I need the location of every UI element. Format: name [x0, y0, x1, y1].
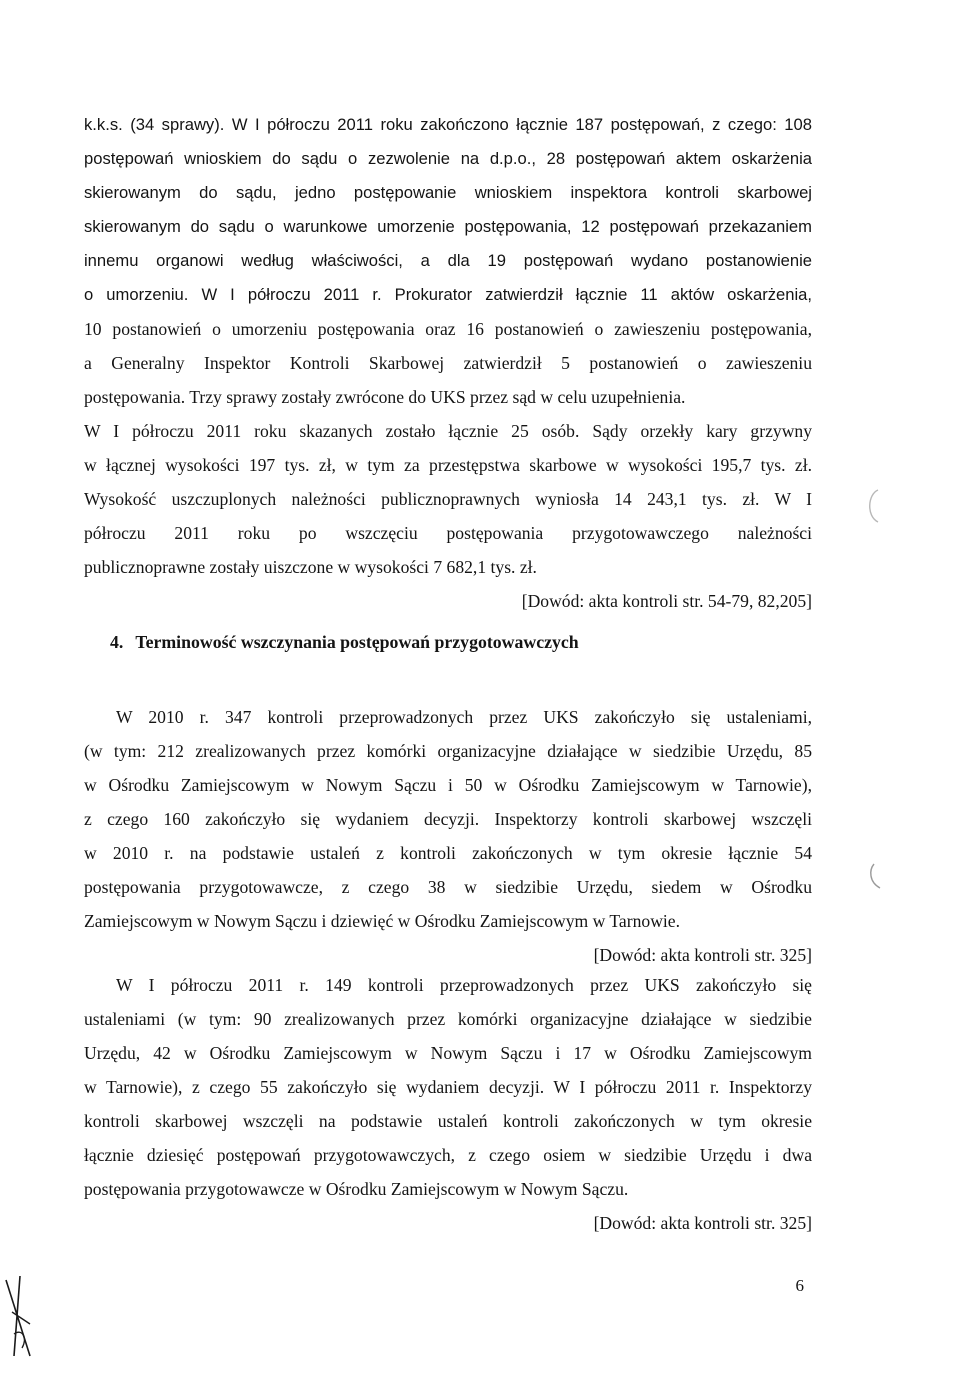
text-line: (w tym: 212 zrealizowanych przez komórki organizacyjne działające w siedzibie Urzędu, 85 — [84, 741, 812, 761]
text-line: W I półroczu 2011 r. 149 kontroli przeprowadzonych przez UKS zakończyło się — [116, 975, 812, 995]
paragraph-3 — [84, 968, 812, 1240]
text-line: W I półroczu 2011 roku skazanych zostało łącznie 25 osób. Sądy orzekły kary grzywny — [84, 421, 812, 441]
margin-bracket-mark — [866, 862, 884, 892]
text-line: Zamiejscowym w Nowym Sączu i dziewięć w Ośrodku Zamiejscowym w Tarnowie. — [84, 911, 680, 931]
text-line: publicznoprawne zostały uiszczone w wysokości 7 682,1 tys. zł. — [84, 557, 537, 577]
text-line: Urzędu, 42 w Ośrodku Zamiejscowym w Nowym Sączu i 17 w Ośrodku Zamiejscowym — [84, 1043, 812, 1063]
text-line: a Generalny Inspektor Kontroli Skarbowej zatwierdził 5 postanowień o zawieszeniu — [84, 353, 812, 373]
page-number: 6 — [795, 1276, 804, 1295]
text-line: Wysokość uszczuplonych należności publicznoprawnych wyniosła 14 243,1 tys. zł. W I — [84, 489, 812, 509]
text-line: ustaleniami (w tym: 90 zrealizowanych przez komórki organizacyjne działające w siedzibie — [84, 1009, 812, 1029]
evidence-note: [Dowód: akta kontroli str. 325] — [593, 1213, 812, 1233]
text-line: w łącznej wysokości 197 tys. zł, w tym za przestępstwa skarbowe w wysokości 195,7 tys. zł. — [84, 455, 812, 475]
text-line: z czego 160 zakończyło się wydaniem decyzji. Inspektorzy kontroli skarbowej wszczęli — [84, 809, 812, 829]
text-line: kontroli skarbowej wszczęli na podstawie ustaleń kontroli zakończonych w tym okresie — [84, 1111, 812, 1131]
text-line: w Ośrodku Zamiejscowym w Nowym Sączu i 50 w Ośrodku Zamiejscowym w Tarnowie), — [84, 775, 812, 795]
evidence-note: [Dowód: akta kontroli str. 54-79, 82,205] — [521, 591, 812, 611]
text-line: w Tarnowie), z czego 55 zakończyło się wydaniem decyzji. W I półroczu 2011 r. Inspektorzy — [84, 1077, 812, 1097]
text-line: postępowań wnioskiem do sądu o zezwolenie na d.p.o., 28 postępowań aktem oskarżenia — [84, 149, 812, 168]
text-line: o umorzeniu. W I półroczu 2011 r. Prokurator zatwierdził łącznie 11 aktów oskarżenia, — [84, 285, 812, 304]
section-heading — [110, 632, 579, 653]
text-line: w 2010 r. na podstawie ustaleń z kontroli zakończonych w tym okresie łącznie 54 — [84, 843, 812, 863]
text-line: postępowania przygotowawcze w Ośrodku Zamiejscowym w Nowym Sączu. — [84, 1179, 629, 1199]
text-line: W 2010 r. 347 kontroli przeprowadzonych przez UKS zakończyło się ustaleniami, — [116, 707, 812, 727]
text-line: półroczu 2011 roku po wszczęciu postępowania przygotowawczego należności — [84, 523, 812, 543]
section-title: Terminowość wszczynania postępowań przygotowawczych — [135, 632, 579, 652]
signature-mark — [0, 1272, 40, 1360]
text-line: postępowania przygotowawcze, z czego 38 w siedzibie Urzędu, siedem w Ośrodku — [84, 877, 812, 897]
margin-bracket-mark — [862, 486, 884, 526]
paragraph-1 — [84, 108, 812, 618]
paragraph-2 — [84, 700, 812, 972]
text-line: skierowanym do sądu, jedno postępowanie wnioskiem inspektora kontroli skarbowej — [84, 183, 812, 202]
text-line: postępowania. Trzy sprawy zostały zwrócone do UKS przez sąd w celu uzupełnienia. — [84, 387, 686, 407]
text-line: k.k.s. (34 sprawy). W I półroczu 2011 roku zakończono łącznie 187 postępowań, z czego: 108 — [84, 115, 812, 134]
evidence-note: [Dowód: akta kontroli str. 325] — [593, 945, 812, 965]
text-line: łącznie dziesięć postępowań przygotowawczych, z czego osiem w siedzibie Urzędu i dwa — [84, 1145, 812, 1165]
text-line: innemu organowi według właściwości, a dla 19 postępowań wydano postanowienie — [84, 251, 812, 270]
text-line: 10 postanowień o umorzeniu postępowania oraz 16 postanowień o zawieszeniu postępowania, — [84, 319, 812, 339]
text-line: skierowanym do sądu o warunkowe umorzenie postępowania, 12 postępowań przekazaniem — [84, 217, 812, 236]
section-number: 4. — [110, 632, 124, 652]
